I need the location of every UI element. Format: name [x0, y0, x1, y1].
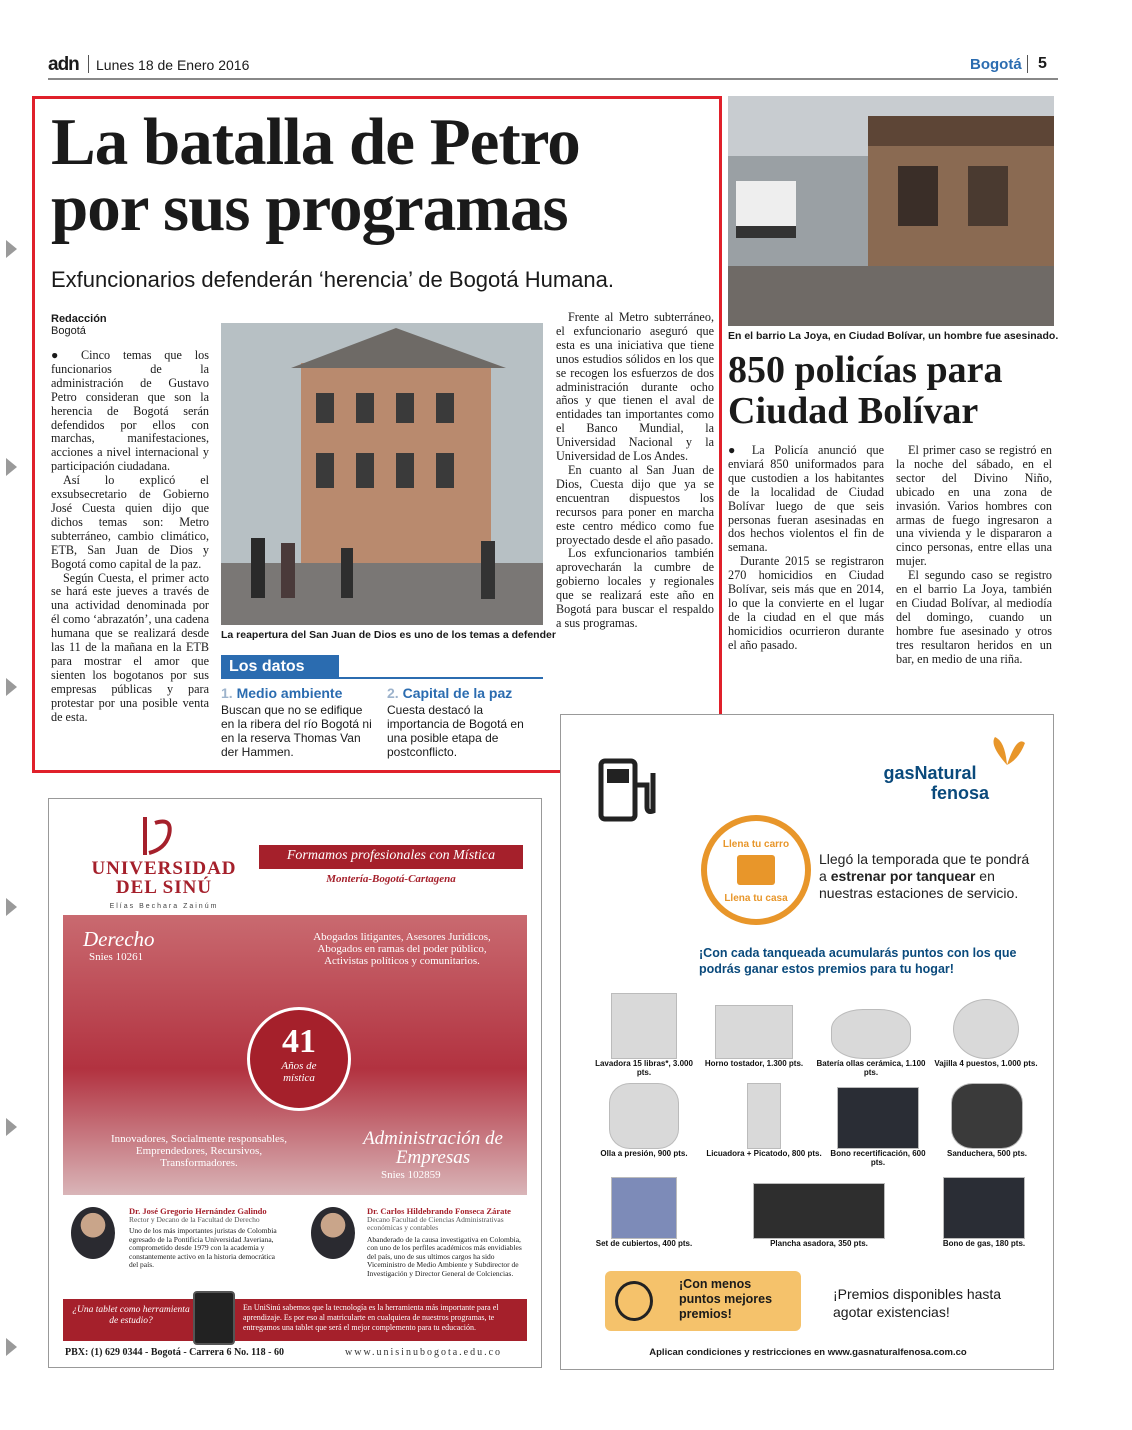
main-article	[32, 96, 722, 773]
sinu-web-link[interactable]: www.unisinubogota.edu.co	[345, 1347, 503, 1358]
dean1-avatar	[71, 1207, 115, 1259]
gas-natural-ad	[560, 714, 1054, 1370]
headline-line: La batalla de Petro	[51, 105, 580, 179]
pressure-cooker-image	[609, 1083, 679, 1149]
margin-marker-icon	[6, 678, 17, 696]
margin-marker-icon	[6, 1118, 17, 1136]
san-juan-photo	[221, 323, 543, 625]
datos-item: 2. Capital de la paz Cuesta destacó la importancia de Bogotá en una posible etapa de postconflicto.	[387, 685, 524, 759]
sinu-logo-icon	[139, 813, 179, 859]
building-photo-image	[221, 323, 543, 625]
prize-label: Plancha asadora, 350 pts.	[770, 1239, 868, 1248]
page-number: 5	[1038, 55, 1047, 72]
prize-label: Bono de gas, 180 pts.	[942, 1239, 1026, 1248]
paragraph: ● La Policía anunció que enviará 850 uniformados para que custodien a los habitantes de la localidad de Ciudad Bolívar luego de que seis personas fueran asesinadas en dos hechos violentos el fin de semana.	[728, 443, 884, 555]
available-text: ¡Premios disponibles hasta agotar existencias!	[833, 1286, 1002, 1320]
program1-snies: Snies 10261	[89, 951, 144, 963]
prize-label: Horno tostador, 1.300 pts.	[704, 1059, 804, 1068]
program1-title: Derecho	[83, 927, 155, 951]
prize-label: Vajilla 4 puestos, 1.000 pts.	[934, 1059, 1038, 1068]
margin-marker-icon	[6, 898, 17, 916]
prize-label: Licuadora + Picatodo, 800 pts.	[706, 1149, 822, 1158]
points-text: ¡Con cada tanqueada acumularás puntos con los que podrás ganar estos premios para tu hogar!	[699, 946, 1017, 976]
dean1-block: Dr. José Gregorio Hernández Galindo Rector y Decano de la Facultad de Derecho Uno de los más importantes juristas de Colombia egresado de la Pontificia Universidad Javeriana, comprometido desde 1979 con la academia y constantemente activo en la historia democrática del país.	[129, 1206, 277, 1269]
paragraph: Frente al Metro subterráneo, el exfuncionario aseguró que esta es una iniciativa que tiene unos estudios sólidos en los que se recogen los esfuerzos de dos administración durante ocho años y que tienen el aval de entidades tan importantes como el Banco Mundial, la Universidad Nacional y la Universidad de Los Andes.	[556, 310, 714, 464]
brand-logo: adn	[48, 54, 79, 75]
photo-caption: La reapertura del San Juan de Dios es uno de los temas a defender	[221, 629, 556, 641]
program2-title: Administración de Empresas	[363, 1128, 503, 1168]
header-section: Bogotá	[970, 56, 1022, 73]
dean2-avatar	[311, 1207, 355, 1259]
cutlery-image	[611, 1177, 677, 1239]
promo-badge	[701, 815, 811, 925]
tablet-banner	[63, 1299, 527, 1341]
paragraph: El primer caso se registró en la noche del sábado, en el sector del Divino Niño, ubicado en una zona de invasión. Varios hombres con armas de fuego ingresaron a una vivienda y le dispararon a cinco personas, entre ellas una mujer.	[896, 443, 1052, 569]
program2-snies: Snies 102859	[381, 1169, 441, 1181]
conditions-text: Aplican condiciones y restricciones en www.gasnaturalfenosa.com.co	[649, 1347, 967, 1358]
side-photo-caption: En el barrio La Joya, en Ciudad Bolívar, un hombre fue asesinado.	[728, 330, 1059, 342]
paragraph: En cuanto al San Juan de Dios, Cuesta dijo que ya se encuentran dispuestos los recursos para poner en marcha este centro médico como fue proyectado desde el año pasado.	[556, 462, 714, 547]
margin-marker-icon	[6, 458, 17, 476]
headline-line: Ciudad Bolívar	[728, 390, 979, 432]
sandwich-maker-image	[951, 1083, 1023, 1149]
sinu-cities: Montería-Bogotá-Cartagena	[326, 873, 456, 885]
certificate-icon	[615, 1281, 653, 1321]
article-col1	[51, 349, 209, 724]
paragraph: ● Cinco temas que los funcionarios de la administración de Gustavo Petro consideran que son la herencia de Bogotá serán defendidos por ellos con marchas, manifestaciones, acciones a nivel internacional y participación ciudadana.	[51, 348, 209, 474]
datos-item: 1. Medio ambiente Buscan que no se edifique en la ribera del río Bogotá ni en la reserva Thomas Van der Hammen.	[221, 685, 372, 759]
voucher-image	[837, 1087, 919, 1149]
headline-line: 850 policías para	[728, 349, 1003, 391]
byline: Redacción Bogotá	[51, 313, 107, 337]
datos-title: Los datos	[221, 655, 339, 679]
gift-icon	[737, 855, 775, 885]
side-article	[728, 96, 1059, 696]
side-col2	[896, 444, 1052, 667]
prize-label: Set de cubiertos, 400 pts.	[595, 1239, 693, 1248]
prize-label: Olla a presión, 900 pts.	[600, 1149, 688, 1158]
paragraph: El segundo caso se registro en el barrio La Joya, también en Ciudad Bolívar, al mediodía del domingo, cuando un hombre fue asesinado y otros tres resultaron heridos en un bar, en medio de una riña.	[896, 568, 1052, 666]
dean2-block: Dr. Carlos Hildebrando Fonseca Zárate Decano Facultad de Ciencias Administrativas económicas y contables Abanderado de la causa investigativa en Colombia, con uno de los perfiles académicos más envidiables del país, uno de sus ultimos cargos ha sido Viceministro de Medio Ambiente y Subdirector de Investigación y Director General de Colciencias.	[367, 1206, 522, 1278]
paragraph: Según Cuesta, el primer acto se hará este jueves a través de una actividad denominada por él como ‘abrazatón’, una cadena humana que se realizará desde las 11 de la mañana en la ETB para mostrar el amor que sienten los bogotanos por sus empresas públicas y para protestar por una posible venta de esta.	[51, 570, 210, 724]
gas-brand: gasNatural fenosa	[883, 763, 990, 803]
prize-label: Sanduchera, 500 pts.	[946, 1149, 1028, 1158]
program1-desc: Abogados litigantes, Asesores Jurídicos, Abogados en ramas del poder público, Activistas políticos y comunitarios.	[313, 931, 491, 967]
side-col1	[728, 444, 884, 653]
subhead: Exfuncionarios defenderán ‘herencia’ de Bogotá Humana.	[51, 267, 614, 292]
page-header	[48, 52, 1058, 82]
sinu-main-panel	[63, 915, 527, 1195]
universidad-sinu-ad	[48, 798, 542, 1368]
margin-marker-icon	[6, 1338, 17, 1356]
prize-label: Batería ollas cerámica, 1.100 pts.	[816, 1059, 926, 1077]
butterfly-icon	[987, 735, 1027, 771]
header-date: Lunes 18 de Enero 2016	[96, 57, 250, 73]
datos-box	[221, 655, 543, 765]
sinu-tagline: Formamos profesionales con Mística	[259, 845, 523, 869]
promo-text: Llegó la temporada que te pondrá a estrenar por tanquear en nuestras estaciones de servicio.	[819, 851, 1030, 901]
prize-label: Lavadora 15 libras*, 3.000 pts.	[595, 1059, 693, 1077]
program2-desc: Innovadores, Socialmente responsables, Emprendedores, Recursivos, Transformadores.	[111, 1133, 287, 1169]
griddle-image	[753, 1183, 885, 1239]
cookware-image	[831, 1009, 911, 1059]
dishes-image	[953, 999, 1019, 1059]
margin-marker-icon	[6, 240, 17, 258]
paragraph: Los exfuncionarios también aprovecharán la cumbre de gobierno locales y regionales que se realizará este año en Bogotá para buscar el respaldo a sus programas.	[556, 546, 714, 630]
prizes-grid	[579, 993, 1039, 1259]
gas-voucher-image	[943, 1177, 1025, 1239]
badge-top-text: Llena tu carro	[722, 839, 790, 850]
tablet-icon	[193, 1291, 235, 1345]
paragraph: Durante 2015 se registraron 270 homicidios en Ciudad Bolívar, seis más que en 2014, lo que la convierte en el lugar de la ciudad en el que más homicidios ocurrieron durante el año pasado.	[728, 554, 884, 652]
side-headline	[728, 350, 1054, 432]
paragraph: Así lo explicó el exsubsecretario de Gobierno José Cuesta quien dijo que dichos temas son: Metro subterráneo, cambio climático, ETB, San Juan de Dios y Bogotá como capital de la paz.	[51, 473, 209, 571]
prize-label: Bono recertificación, 600 pts.	[830, 1149, 926, 1167]
street-photo-image	[728, 96, 1054, 326]
headline	[51, 105, 711, 245]
less-points-text: ¡Con menos puntos mejores premios!	[679, 1277, 773, 1321]
toaster-oven-image	[715, 1005, 793, 1059]
tablet-text: En UniSinú sabemos que la tecnología es la herramienta más importante para el aprendizaje. Es por eso al matricularte en cualquiera de nuestros programas, te entregamos una tablet que será el mejor complemento para tu educación.	[243, 1303, 499, 1332]
ciudad-bolivar-photo	[728, 96, 1054, 326]
gas-pump-icon	[595, 755, 665, 825]
badge-bottom-text: Llena tu casa	[724, 893, 788, 904]
tablet-question: ¿Una tablet como herramienta de estudio?	[72, 1305, 190, 1326]
headline-line: por sus programas	[51, 171, 568, 245]
years-badge: 41 Años de mística	[247, 1007, 351, 1111]
washer-image	[611, 993, 677, 1059]
article-col3	[556, 311, 714, 631]
blender-image	[747, 1083, 781, 1149]
less-points-banner	[605, 1271, 801, 1331]
sinu-contact: PBX: (1) 629 0344 - Bogotá - Carrera 6 No. 118 - 60	[65, 1347, 284, 1358]
sinu-name: UNIVERSIDAD DEL SINÚ Elías Bechara Zainúm	[91, 858, 237, 910]
